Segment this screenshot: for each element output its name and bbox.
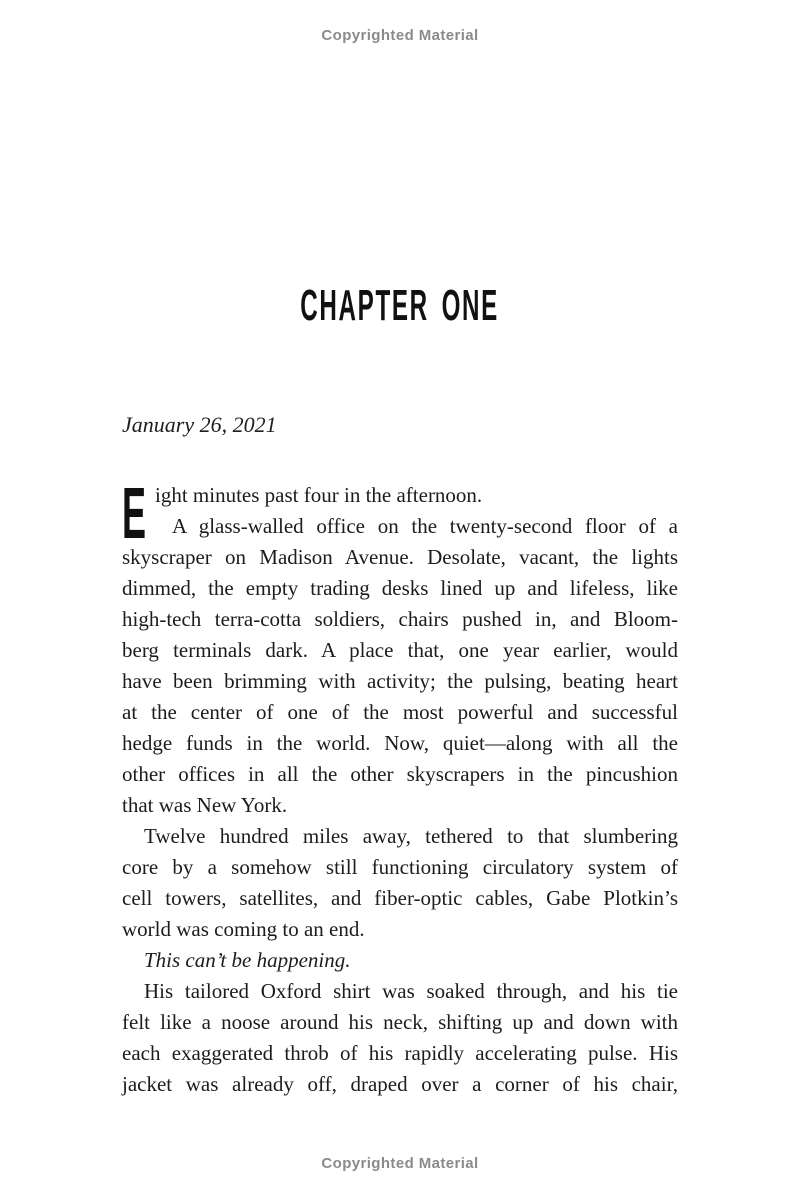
body-line: dimmed, the empty trading desks lined up and lifeless, like [122, 576, 678, 600]
body-line: high-tech terra-cotta soldiers, chairs pushed in, and Bloom- [122, 607, 678, 631]
body-line: skyscraper on Madison Avenue. Desolate, vacant, the lights [122, 545, 678, 569]
body-line: other offices in all the other skyscrapers in the pincushion [122, 762, 678, 786]
body-line: each exaggerated throb of his rapidly accelerating pulse. His [122, 1041, 678, 1065]
body-line: at the center of one of the most powerful and successful [122, 700, 678, 724]
dateline: January 26, 2021 [122, 412, 277, 437]
body-line: jacket was already off, draped over a corner of his chair, [122, 1072, 678, 1096]
body-line: A glass-walled office on the twenty-second floor of a [172, 514, 678, 538]
chapter-heading [0, 281, 800, 330]
body-line: cell towers, satellites, and fiber-optic cables, Gabe Plotkin’s [122, 886, 678, 910]
body-line: Twelve hundred miles away, tethered to that slumbering [144, 824, 678, 848]
body-line: hedge funds in the world. Now, quiet—along with all the [122, 731, 678, 755]
copyright-notice-top: Copyrighted Material [321, 27, 479, 44]
body-line: His tailored Oxford shirt was soaked through, and his tie [144, 979, 678, 1003]
body-line: core by a somehow still functioning circulatory system of [122, 855, 678, 879]
body-line: world was coming to an end. [122, 917, 365, 941]
body-line: felt like a noose around his neck, shifting up and down with [122, 1010, 678, 1034]
body-line: This can’t be happening. [144, 948, 351, 972]
chapter-title: CHAPTER ONE [300, 281, 500, 330]
copyright-notice-bottom: Copyrighted Material [321, 1155, 479, 1172]
body-line: berg terminals dark. A place that, one year earlier, would [122, 638, 678, 662]
body-line: ight minutes past four in the afternoon. [155, 483, 483, 507]
drop-cap: E [122, 474, 147, 554]
body-line: have been brimming with activity; the pulsing, beating heart [122, 669, 678, 693]
page-body [122, 474, 678, 1100]
body-line: that was New York. [122, 793, 288, 817]
